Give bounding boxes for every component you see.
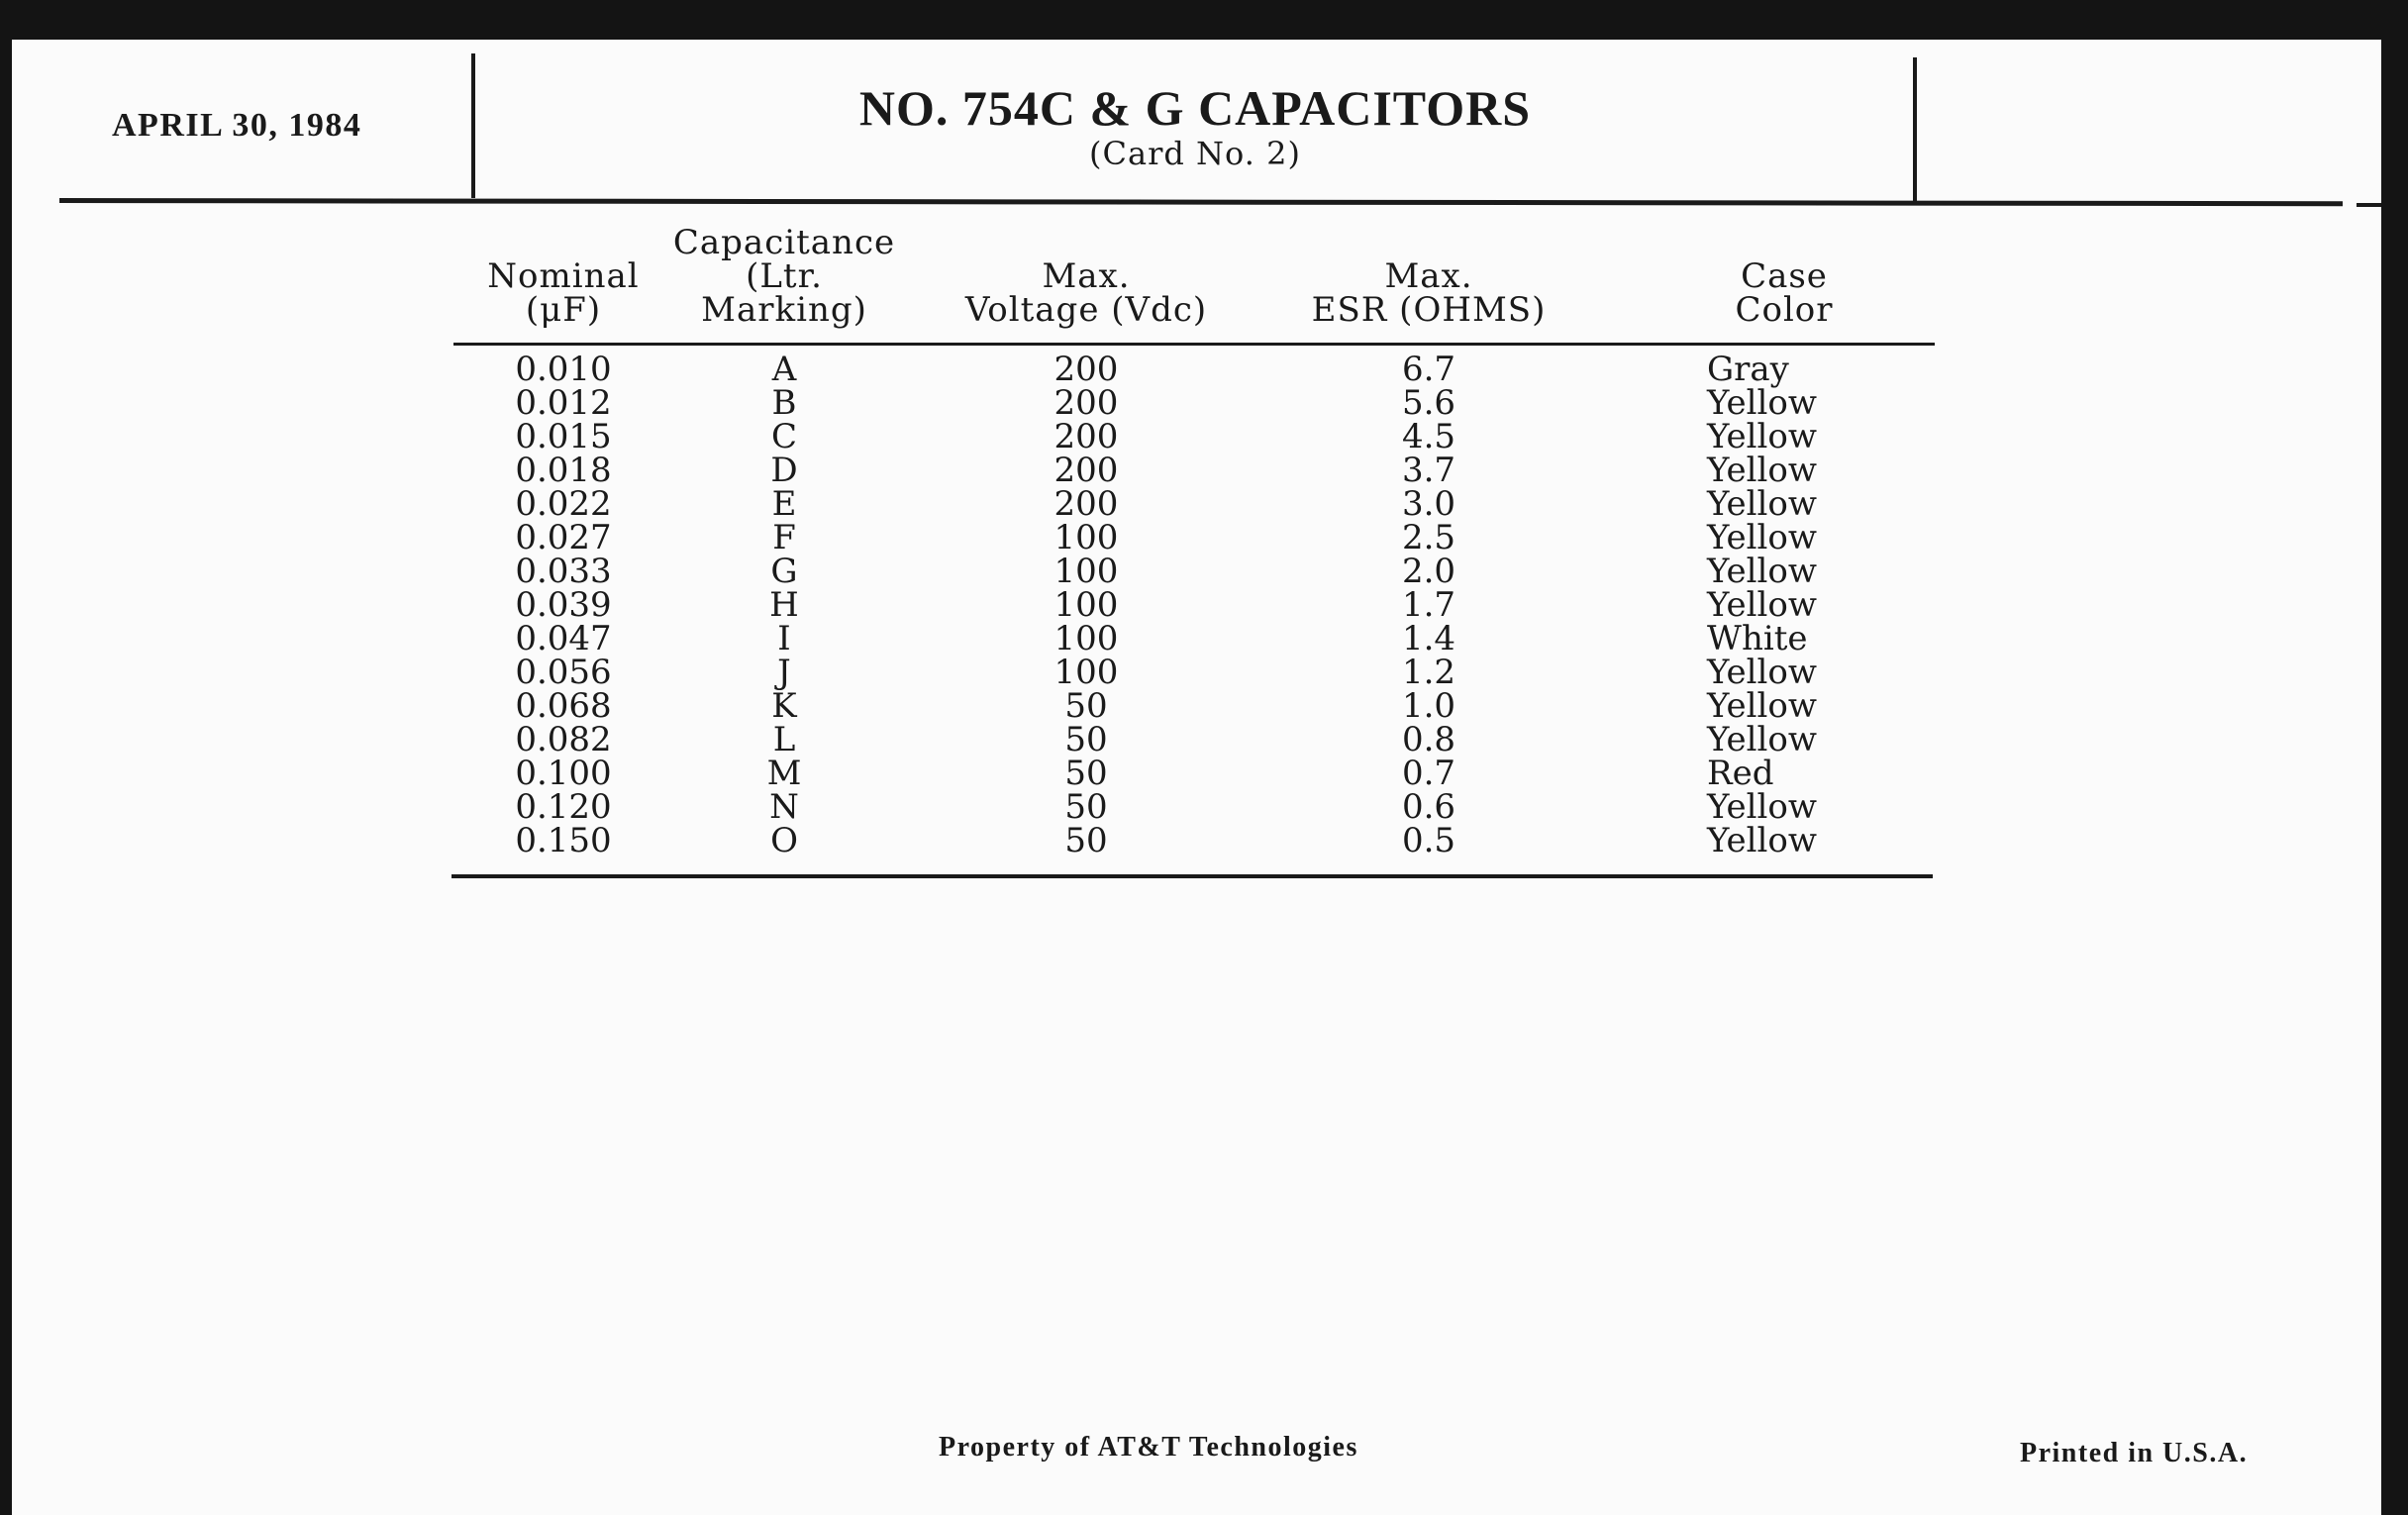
cell-letter: M <box>766 754 802 793</box>
cell-letter: N <box>769 787 799 827</box>
cell-voltage: 50 <box>1064 821 1108 860</box>
cell-esr: 1.4 <box>1401 619 1456 658</box>
cell-case-color: Yellow <box>1707 720 1817 759</box>
document-title: NO. 754C & G CAPACITORS <box>858 80 1532 136</box>
cell-case-color: Yellow <box>1707 484 1817 524</box>
cell-esr: 0.8 <box>1401 720 1456 759</box>
cell-esr: 4.5 <box>1401 417 1456 456</box>
property-notice: Property of AT&T Technologies <box>939 1432 1358 1463</box>
cell-voltage: 100 <box>1054 585 1119 625</box>
table-row <box>12 417 2381 456</box>
cell-letter: J <box>777 653 791 692</box>
printed-notice: Printed in U.S.A. <box>2020 1438 2249 1468</box>
cell-case-color: Yellow <box>1707 451 1817 490</box>
cell-letter: G <box>770 552 798 591</box>
cell-nominal: 0.068 <box>515 686 612 726</box>
cell-voltage: 50 <box>1064 754 1108 793</box>
cell-voltage: 100 <box>1054 653 1119 692</box>
cell-nominal: 0.027 <box>515 518 612 557</box>
cell-case-color: Red <box>1707 754 1774 793</box>
cell-nominal: 0.010 <box>515 350 612 389</box>
cell-letter: L <box>772 720 796 759</box>
cell-case-color: Yellow <box>1707 653 1817 692</box>
table-rule-bottom <box>452 874 1933 878</box>
cell-case-color: Yellow <box>1707 821 1817 860</box>
table-row <box>12 821 2381 860</box>
cell-nominal: 0.056 <box>515 653 612 692</box>
table-row <box>12 552 2381 591</box>
cell-esr: 2.5 <box>1401 518 1456 557</box>
cell-nominal: 0.150 <box>515 821 612 860</box>
cell-case-color: Yellow <box>1707 518 1817 557</box>
cell-esr: 1.2 <box>1401 653 1456 692</box>
cell-voltage: 200 <box>1054 383 1119 423</box>
table-row <box>12 787 2381 827</box>
cell-esr: 6.7 <box>1401 350 1456 389</box>
table-row <box>12 686 2381 726</box>
column-header-voltage: Max. Voltage (Vdc) <box>964 256 1208 330</box>
table-row <box>12 720 2381 759</box>
cell-nominal: 0.022 <box>515 484 612 524</box>
cell-esr: 0.6 <box>1401 787 1456 827</box>
cell-voltage: 50 <box>1064 686 1108 726</box>
cell-letter: D <box>770 451 798 490</box>
cell-case-color: Yellow <box>1707 383 1817 423</box>
cell-esr: 0.7 <box>1401 754 1456 793</box>
cell-case-color: White <box>1707 619 1808 658</box>
cell-letter: C <box>770 417 797 456</box>
cell-case-color: Yellow <box>1707 417 1817 456</box>
cell-voltage: 200 <box>1054 451 1119 490</box>
cell-esr: 3.0 <box>1401 484 1456 524</box>
table-row <box>12 619 2381 658</box>
cell-letter: A <box>771 350 797 389</box>
cell-esr: 0.5 <box>1401 821 1456 860</box>
cell-letter: H <box>769 585 799 625</box>
cell-nominal: 0.012 <box>515 383 612 423</box>
cell-letter: B <box>771 383 797 423</box>
table-row <box>12 383 2381 423</box>
cell-esr: 3.7 <box>1401 451 1456 490</box>
cell-nominal: 0.033 <box>515 552 612 591</box>
cell-nominal: 0.100 <box>515 754 612 793</box>
table-row <box>12 350 2381 389</box>
header-rule <box>59 198 2343 206</box>
cell-nominal: 0.018 <box>515 451 612 490</box>
document-date: APRIL 30, 1984 <box>112 107 362 144</box>
table-row <box>12 754 2381 793</box>
cell-nominal: 0.015 <box>515 417 612 456</box>
cell-voltage: 50 <box>1064 720 1108 759</box>
cell-voltage: 200 <box>1054 417 1119 456</box>
cell-letter: K <box>771 686 797 726</box>
cell-case-color: Gray <box>1707 350 1789 389</box>
header-divider-right <box>1913 57 1917 204</box>
cell-case-color: Yellow <box>1707 585 1817 625</box>
cell-voltage: 100 <box>1054 518 1119 557</box>
cell-case-color: Yellow <box>1707 552 1817 591</box>
cell-voltage: 200 <box>1054 484 1119 524</box>
cell-letter: F <box>772 518 796 557</box>
cell-letter: E <box>771 484 797 524</box>
cell-nominal: 0.047 <box>515 619 612 658</box>
document-card <box>12 40 2381 1515</box>
table-row <box>12 585 2381 625</box>
cell-esr: 5.6 <box>1401 383 1456 423</box>
column-header-nominal: Nominal (μF) <box>487 256 640 330</box>
cell-case-color: Yellow <box>1707 787 1817 827</box>
cell-nominal: 0.082 <box>515 720 612 759</box>
header-divider-left <box>471 53 475 198</box>
cell-voltage: 200 <box>1054 350 1119 389</box>
table-rule-top <box>453 343 1935 346</box>
header-rule-tail <box>2357 203 2381 207</box>
cell-esr: 2.0 <box>1401 552 1456 591</box>
cell-voltage: 100 <box>1054 552 1119 591</box>
cell-esr: 1.0 <box>1401 686 1456 726</box>
cell-nominal: 0.120 <box>515 787 612 827</box>
cell-letter: I <box>777 619 791 658</box>
table-row <box>12 484 2381 524</box>
document-subtitle: (Card No. 2) <box>1089 135 1301 172</box>
cell-nominal: 0.039 <box>515 585 612 625</box>
column-header-case-color: Case Color <box>1735 256 1834 330</box>
cell-voltage: 100 <box>1054 619 1119 658</box>
table-row <box>12 451 2381 490</box>
table-body <box>12 350 2381 860</box>
cell-case-color: Yellow <box>1707 686 1817 726</box>
table-row <box>12 653 2381 692</box>
table-row <box>12 518 2381 557</box>
cell-voltage: 50 <box>1064 787 1108 827</box>
cell-esr: 1.7 <box>1401 585 1456 625</box>
cell-letter: O <box>770 821 798 860</box>
column-header-capacitance: Capacitance (Ltr. Marking) <box>672 223 896 330</box>
column-header-esr: Max. ESR (OHMS) <box>1311 256 1547 330</box>
